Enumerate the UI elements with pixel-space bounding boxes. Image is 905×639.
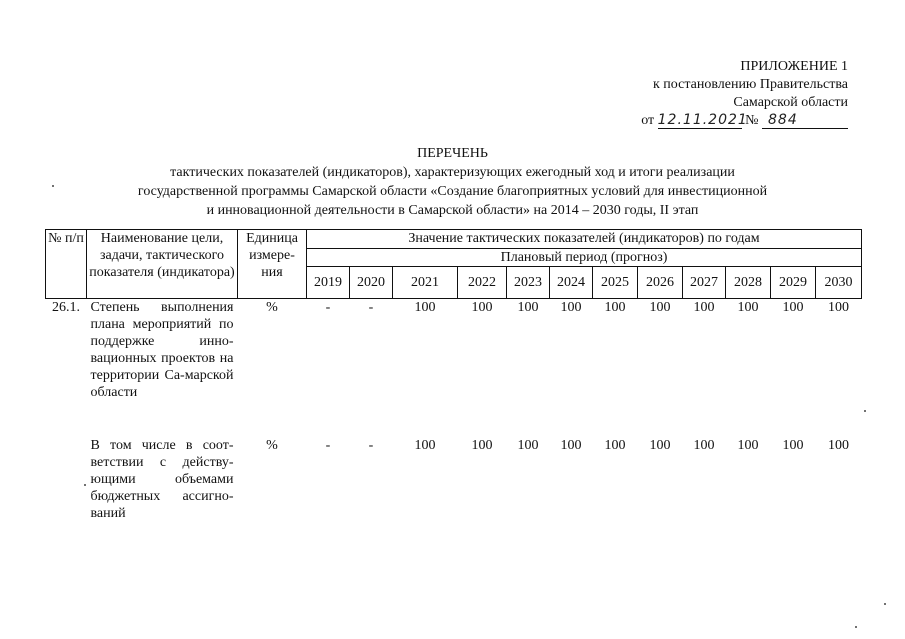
value-cell: - [368, 438, 374, 453]
value-cell: - [368, 300, 374, 315]
value-cell: 100 [517, 300, 539, 315]
value-cell: 100 [828, 300, 849, 315]
number-prefix: № [745, 113, 759, 128]
appendix-date-line [641, 112, 848, 130]
indicator-name: В том числе в соот-ветствии с действу-ющими объемами бюджетных ассигно-ваний [90, 438, 234, 521]
value-cell: 100 [737, 300, 759, 315]
header-unit: Единица измере-ния [238, 230, 307, 299]
appendix-region: Самарской области [733, 95, 848, 110]
value-cell: 100 [604, 438, 626, 453]
value-cell: 100 [471, 300, 493, 315]
scan-speck [855, 626, 857, 628]
year-cell: 2025 [593, 267, 638, 299]
year-cell: 2020 [350, 267, 393, 299]
value-cell: 100 [737, 438, 759, 453]
year-cell: 2026 [638, 267, 683, 299]
value-cell: 100 [782, 300, 804, 315]
appendix-resolution-ref: к постановлению Правительства [652, 77, 848, 92]
year-cell: 2030 [816, 267, 862, 299]
header-row-1 [46, 230, 862, 249]
scan-speck [84, 484, 86, 486]
table-row [46, 299, 862, 402]
value-cell: 100 [828, 438, 849, 453]
value-cell: 100 [517, 438, 539, 453]
scan-speck [864, 410, 866, 412]
appendix-label: ПРИЛОЖЕНИЕ 1 [740, 59, 848, 74]
unit-cell: % [266, 438, 278, 453]
year-cell: 2023 [507, 267, 550, 299]
value-cell: 100 [649, 438, 671, 453]
value-cell: 100 [414, 438, 436, 453]
row-number [46, 437, 87, 522]
handwritten-date: 12.11.2021 [657, 112, 748, 128]
value-cell: 100 [693, 438, 715, 453]
document-title [0, 144, 905, 220]
year-cell: 2028 [726, 267, 771, 299]
year-cell: 2022 [458, 267, 507, 299]
title-line-2: государственной программы Самарской области «Создание благоприятных условий для инвестиционной [137, 184, 768, 199]
appendix-block [641, 58, 848, 130]
year-cell: 2021 [393, 267, 458, 299]
year-cell: 2024 [550, 267, 593, 299]
value-cell: 100 [560, 300, 582, 315]
title-line-3: и инновационной деятельности в Самарской области» на 2014 – 2030 годы, II этап [206, 203, 699, 218]
value-cell: 100 [782, 438, 804, 453]
scan-speck [884, 603, 886, 605]
value-cell: 100 [560, 438, 582, 453]
indicator-name: Степень выполнения плана мероприятий по поддержке инно-вационных проектов на территории Са-марской области [90, 300, 234, 400]
value-cell: 100 [604, 300, 626, 315]
year-cell: 2027 [683, 267, 726, 299]
year-cell: 2029 [771, 267, 816, 299]
header-values-by-year: Значение тактических показателей (индикаторов) по годам [307, 230, 862, 249]
value-cell: 100 [414, 300, 436, 315]
value-cell: 100 [693, 300, 715, 315]
date-prefix: от [641, 113, 655, 128]
handwritten-number: 884 [768, 112, 798, 128]
indicators-table [45, 229, 862, 522]
value-cell: - [325, 438, 331, 453]
value-cell: 100 [649, 300, 671, 315]
row-number: 26.1. [52, 300, 80, 315]
scan-speck [52, 185, 54, 187]
header-planned-period: Плановый период (прогноз) [307, 248, 862, 267]
value-cell: 100 [471, 438, 493, 453]
value-cell: - [325, 300, 331, 315]
title-line-1: тактических показателей (индикаторов), характеризующих ежегодный ход и итоги реализации [170, 165, 735, 180]
unit-cell: % [266, 300, 278, 315]
title-heading: ПЕРЕЧЕНЬ [417, 146, 488, 161]
header-name: Наименование цели, задачи, тактического показателя (индикатора) [87, 230, 238, 299]
header-num: № п/п [46, 230, 87, 299]
year-cell: 2019 [307, 267, 350, 299]
table-row [46, 437, 862, 522]
